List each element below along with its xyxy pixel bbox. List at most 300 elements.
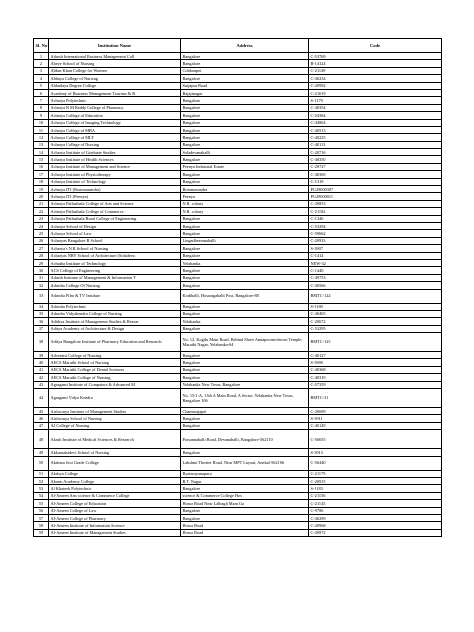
table-row <box>34 500 442 507</box>
cell-address: Bangalore <box>181 507 309 514</box>
cell-institution-name: Abhudaya Degree College <box>49 82 181 89</box>
cell-institution-name: Acharya's N.R.School of Nursing <box>49 245 181 252</box>
table-row <box>34 374 442 381</box>
cell-address: Cobbonpet <box>181 67 309 74</box>
table-row <box>34 381 442 388</box>
table-row <box>34 289 442 303</box>
cell-institution-name: AJ College of Nursing <box>49 422 181 429</box>
cell-code: C-53294 <box>309 222 442 229</box>
table-row <box>34 237 442 244</box>
cell-institution-name: Acharya School of Design <box>49 222 181 229</box>
cell-code: C-56655 <box>309 430 442 449</box>
cell-sl-no: 32 <box>34 282 49 289</box>
cell-code: C-9786 <box>309 507 442 514</box>
table-row <box>34 222 442 229</box>
cell-address: Byatarayanapura <box>181 470 309 477</box>
table-row <box>34 485 442 492</box>
cell-sl-no: 49 <box>34 449 49 456</box>
cell-sl-no: 24 <box>34 222 49 229</box>
cell-code: S-1179 <box>309 97 442 104</box>
cell-address: Bangalore <box>181 112 309 119</box>
cell-institution-name: Adithya Institute of Management Studies & Resear <box>49 318 181 325</box>
cell-sl-no: 15 <box>34 156 49 163</box>
cell-code: C-53769 <box>309 53 442 60</box>
cell-code: C-56440 <box>309 456 442 470</box>
table-row <box>34 333 442 352</box>
cell-address: Soladevanahalli <box>181 149 309 156</box>
cell-institution-name: Acharya B M Reddy College of Pharmacy <box>49 104 181 111</box>
cell-code: C-40299 <box>309 514 442 521</box>
cell-sl-no: 9 <box>34 112 49 119</box>
cell-sl-no: 14 <box>34 149 49 156</box>
table-row <box>34 366 442 373</box>
cell-sl-no: 8 <box>34 104 49 111</box>
table-row <box>34 415 442 422</box>
cell-institution-name: Al-Ameen Arts science & Commerce College <box>49 492 181 499</box>
cell-institution-name: Adarsh International Business Management Coll <box>49 53 181 60</box>
table-row <box>34 230 442 237</box>
table-row <box>34 303 442 310</box>
cell-sl-no: 25 <box>34 230 49 237</box>
cell-institution-name: Acharya Pathashala College of Commerce <box>49 208 181 215</box>
cell-code: C-44864 <box>309 119 442 126</box>
cell-address: Hosur Road Near Lalbagh Main Ga <box>181 500 309 507</box>
cell-address: Bangalore <box>181 359 309 366</box>
cell-sl-no: 58 <box>34 522 49 529</box>
table-row <box>34 389 442 408</box>
cell-sl-no: 52 <box>34 477 49 484</box>
cell-address: Bangalore <box>181 415 309 422</box>
cell-address: Bangalore <box>181 310 309 317</box>
cell-address: Bangalore <box>181 134 309 141</box>
cell-institution-name: Acharyas NRV School of Architecture (Soladeva <box>49 252 181 259</box>
cell-sl-no: 59 <box>34 529 49 536</box>
header-sl-no: Sl. No <box>34 39 49 53</box>
cell-code: PU29000307 <box>309 186 442 193</box>
cell-address: Bangalore <box>181 274 309 281</box>
cell-sl-no: 16 <box>34 163 49 170</box>
table-row <box>34 75 442 82</box>
cell-address: Bangalore <box>181 119 309 126</box>
header-code: Code <box>309 39 442 53</box>
table-row <box>34 408 442 415</box>
cell-code: C-59662 <box>309 230 442 237</box>
cell-institution-name: Acharya Polytechnic <box>49 97 181 104</box>
table-row <box>34 186 442 193</box>
cell-institution-name: Acharya Pathashala College of Arts and Science <box>49 200 181 207</box>
table-row <box>34 178 442 185</box>
cell-code: B-14124 <box>309 60 442 67</box>
cell-code: C-40369 <box>309 171 442 178</box>
cell-code: BMTC-122 <box>309 289 442 303</box>
table-row <box>34 200 442 207</box>
cell-sl-no: 19 <box>34 186 49 193</box>
cell-code: C-20727 <box>309 163 442 170</box>
cell-address: Bangalore <box>181 156 309 163</box>
cell-institution-name: Acharya Pathashala Rural College of Engineering <box>49 215 181 222</box>
cell-institution-name: Acharya College of Education <box>49 112 181 119</box>
cell-code: BMTC-31 <box>309 389 442 408</box>
cell-code: C-49753 <box>309 274 442 281</box>
table-row <box>34 252 442 259</box>
table-row <box>34 134 442 141</box>
cell-address: Yelahanka New Town, Bangalore <box>181 381 309 388</box>
cell-code: C-40566 <box>309 282 442 289</box>
cell-institution-name: ACS College of Engineering <box>49 267 181 274</box>
cell-institution-name: Acharya College of MLT <box>49 134 181 141</box>
cell-institution-name: Al-Ameen Institute of Management Studies <box>49 529 181 536</box>
cell-address: Bangalore <box>181 366 309 373</box>
table-row <box>34 325 442 332</box>
cell-code: C-20972 <box>309 529 442 536</box>
cell-address: Bangalore <box>181 252 309 259</box>
table-row <box>34 430 442 449</box>
table-row <box>34 274 442 281</box>
cell-address: Bangalore <box>181 171 309 178</box>
cell-institution-name: Abhaya College of Nursing <box>49 75 181 82</box>
cell-code: C-21182 <box>309 208 442 215</box>
table-row <box>34 456 442 470</box>
table-row <box>34 267 442 274</box>
table-row <box>34 67 442 74</box>
cell-sl-no: 53 <box>34 485 49 492</box>
cell-address: Peenya Industrial Estate <box>181 163 309 170</box>
cell-sl-no: 54 <box>34 492 49 499</box>
cell-code: C-40127 <box>309 352 442 359</box>
cell-address: Bommasandra <box>181 186 309 193</box>
cell-sl-no: 42 <box>34 374 49 381</box>
cell-sl-no: 30 <box>34 267 49 274</box>
cell-institution-name: Acharya College of Nursing <box>49 141 181 148</box>
cell-sl-no: 34 <box>34 303 49 310</box>
cell-institution-name: Acharya Institute of Graduate Studies <box>49 149 181 156</box>
cell-code: BMTC-125 <box>309 333 442 352</box>
cell-institution-name: Acharya College of Imaging Technology <box>49 119 181 126</box>
cell-sl-no: 20 <box>34 193 49 200</box>
cell-sl-no: 18 <box>34 178 49 185</box>
cell-sl-no: 26 <box>34 237 49 244</box>
cell-institution-name: Adarsha Vidyakendra College of Nursing <box>49 310 181 317</box>
cell-sl-no: 37 <box>34 325 49 332</box>
cell-code: C-1440 <box>309 267 442 274</box>
cell-institution-name: Acharya Institute of Health Sciences <box>49 156 181 163</box>
cell-address: Bangalore <box>181 75 309 82</box>
cell-institution-name: Aditya Bangalore Institute of Pharmacy Education and Research <box>49 333 181 352</box>
cell-institution-name: Agragami Institute of Computers & Advanced M <box>49 381 181 388</box>
cell-address: Bangalore <box>181 222 309 229</box>
cell-sl-no: 51 <box>34 470 49 477</box>
cell-sl-no: 13 <box>34 141 49 148</box>
cell-address: Rajajinagar <box>181 89 309 96</box>
cell-address: Bangalore <box>181 485 309 492</box>
cell-address: No. 12, Kogilu Main Road, Behind Shree Annapoorneshwari Temple, Maruthi Nagar, Yelahanka-64 <box>181 333 309 352</box>
cell-sl-no: 45 <box>34 408 49 415</box>
cell-address: Sarjapur Road <box>181 82 309 89</box>
table-row <box>34 477 442 484</box>
cell-sl-no: 23 <box>34 215 49 222</box>
table-row <box>34 318 442 325</box>
cell-address: Bangalore <box>181 374 309 381</box>
table-row <box>34 310 442 317</box>
cell-address: Prasannahalli Road, Devanahalli, Bangalore-562110 <box>181 430 309 449</box>
cell-code: NEW-32 <box>309 259 442 266</box>
cell-code: C-21156 <box>309 492 442 499</box>
cell-address: science & Commerce College Hos <box>181 492 309 499</box>
cell-institution-name: Akshara first Grade College <box>49 456 181 470</box>
cell-sl-no: 40 <box>34 359 49 366</box>
cell-institution-name: Achutha Institute of Technology <box>49 259 181 266</box>
cell-code: S-3900 <box>309 359 442 366</box>
cell-sl-no: 50 <box>34 456 49 470</box>
table-row <box>34 126 442 133</box>
cell-institution-name: Al-Ameen College of Education <box>49 500 181 507</box>
table-row <box>34 97 442 104</box>
cell-code: C-21149 <box>309 67 442 74</box>
cell-code: C-40113 <box>309 141 442 148</box>
cell-sl-no: 4 <box>34 75 49 82</box>
cell-institution-name: Akshya College <box>49 470 181 477</box>
cell-address: R.T. Nagar <box>181 477 309 484</box>
table-row <box>34 522 442 529</box>
cell-address: Bangalore <box>181 514 309 521</box>
cell-code: C-20933 <box>309 237 442 244</box>
cell-sl-no: 29 <box>34 259 49 266</box>
cell-sl-no: 43 <box>34 381 49 388</box>
table-row <box>34 259 442 266</box>
cell-institution-name: Acharya Institute of Management and Science <box>49 163 181 170</box>
cell-sl-no: 21 <box>34 200 49 207</box>
cell-address: Bangalore <box>181 352 309 359</box>
table-row <box>34 359 442 366</box>
cell-address: Bangalore <box>181 60 309 67</box>
cell-sl-no: 55 <box>34 500 49 507</box>
cell-sl-no: 56 <box>34 507 49 514</box>
cell-sl-no: 17 <box>34 171 49 178</box>
cell-code: C-21179 <box>309 470 442 477</box>
table-row <box>34 193 442 200</box>
cell-sl-no: 2 <box>34 60 49 67</box>
cell-address: Yelahanka <box>181 259 309 266</box>
cell-code: C-40368 <box>309 366 442 373</box>
cell-code: S-1180 <box>309 303 442 310</box>
table-row <box>34 215 442 222</box>
cell-institution-name: Aditya Academy of Architecture & Design <box>49 325 181 332</box>
cell-sl-no: 10 <box>34 119 49 126</box>
cell-sl-no: 6 <box>34 89 49 96</box>
table-row <box>34 156 442 163</box>
table-row <box>34 82 442 89</box>
table-row <box>34 282 442 289</box>
cell-address: Bangalore <box>181 178 309 185</box>
cell-institution-name: Acharya Institute of Technology <box>49 178 181 185</box>
cell-sl-no: 3 <box>34 67 49 74</box>
table-row <box>34 422 442 429</box>
cell-address: Kodihalli, Hosaragahalli Post, Bangalore-88 <box>181 289 309 303</box>
cell-sl-no: 48 <box>34 430 49 449</box>
cell-address: Bangalore <box>181 449 309 456</box>
cell-address: Bangalore <box>181 230 309 237</box>
cell-code: C-40149 <box>309 422 442 429</box>
header-row <box>34 39 442 53</box>
cell-code: C-54384 <box>309 112 442 119</box>
cell-institution-name: Adarsha Polytechnic <box>49 303 181 310</box>
cell-address: Chamarajapet <box>181 408 309 415</box>
cell-code: C-40354 <box>309 104 442 111</box>
table-row <box>34 245 442 252</box>
header-institution-name: Institution Name <box>49 39 181 53</box>
cell-code: C-1414 <box>309 252 442 259</box>
cell-address: Bangalore <box>181 104 309 111</box>
cell-address: Peenya <box>181 193 309 200</box>
cell-code: PU29000011 <box>309 193 442 200</box>
cell-sl-no: 28 <box>34 252 49 259</box>
cell-sl-no: 47 <box>34 422 49 429</box>
cell-institution-name: Acharya ITI (Peenya) <box>49 193 181 200</box>
cell-address: Lingadheeranahalli <box>181 237 309 244</box>
cell-code: C-20992 <box>309 82 442 89</box>
cell-institution-name: AECS Maruthi College of Dental Sciences <box>49 366 181 373</box>
cell-address: Hosur Road <box>181 522 309 529</box>
cell-code: C-40225 <box>309 134 442 141</box>
cell-institution-name: AECS Maruthi College of Nursing <box>49 374 181 381</box>
cell-sl-no: 44 <box>34 389 49 408</box>
cell-institution-name: Aishwarya School of Nursing <box>49 415 181 422</box>
table-row <box>34 141 442 148</box>
cell-institution-name: Acharya ITI (Bommasandra) <box>49 186 181 193</box>
table-row <box>34 492 442 499</box>
cell-address: Bangalore <box>181 282 309 289</box>
table-row <box>34 171 442 178</box>
table-row <box>34 352 442 359</box>
cell-institution-name: Al-Ameen College of Law <box>49 507 181 514</box>
cell-address: Hosur Road <box>181 529 309 536</box>
cell-sl-no: 41 <box>34 366 49 373</box>
cell-institution-name: Al-Ameen Institute of Information Science <box>49 522 181 529</box>
table-row <box>34 149 442 156</box>
cell-code: C-40234 <box>309 75 442 82</box>
table-row <box>34 53 442 60</box>
cell-institution-name: Acharya College of MBA <box>49 126 181 133</box>
cell-code: C-20968 <box>309 522 442 529</box>
cell-sl-no: 38 <box>34 333 49 352</box>
cell-sl-no: 5 <box>34 82 49 89</box>
cell-institution-name: Acharya School of Law <box>49 230 181 237</box>
cell-address: Bangalore <box>181 126 309 133</box>
cell-sl-no: 12 <box>34 134 49 141</box>
cell-code: C-1346 <box>309 215 442 222</box>
cell-code: S-1183 <box>309 485 442 492</box>
cell-code: C-20699 <box>309 408 442 415</box>
table-row <box>34 449 442 456</box>
cell-institution-name: Acharyas Bangalore B School <box>49 237 181 244</box>
cell-sl-no: 7 <box>34 97 49 104</box>
cell-code: C-57359 <box>309 381 442 388</box>
cell-code: C-20853 <box>309 200 442 207</box>
cell-institution-name: Akram Academy College <box>49 477 181 484</box>
cell-address: Yelahanka <box>181 318 309 325</box>
cell-sl-no: 1 <box>34 53 49 60</box>
cell-code: C-53295 <box>309 325 442 332</box>
cell-institution-name: Al-Ameen College of Pharmacy <box>49 514 181 521</box>
cell-sl-no: 39 <box>34 352 49 359</box>
cell-address: Lakshmi Theater Road, Near MPT Layout, Anekal-562106 <box>181 456 309 470</box>
cell-code: C-40350 <box>309 156 442 163</box>
cell-address: N.R. colony <box>181 200 309 207</box>
cell-code: C-21143 <box>309 500 442 507</box>
cell-institution-name: Acharya Institute of Physiotherapy <box>49 171 181 178</box>
cell-address: Bangalore <box>181 267 309 274</box>
cell-institution-name: Adarsh Institute of Management & Information T <box>49 274 181 281</box>
table-row <box>34 60 442 67</box>
table-row <box>34 89 442 96</box>
table-row <box>34 112 442 119</box>
cell-institution-name: Abbas Khan College for Women <box>49 67 181 74</box>
cell-code: C-40513 <box>309 126 442 133</box>
table-row <box>34 514 442 521</box>
table-row <box>34 104 442 111</box>
cell-institution-name: Al Khateeb Polytechnic <box>49 485 181 492</box>
cell-institution-name: AECS Maruthi School of Nursing <box>49 359 181 366</box>
cell-sl-no: 31 <box>34 274 49 281</box>
table-row <box>34 470 442 477</box>
cell-institution-name: Academy of Business Management Tourism & R <box>49 89 181 96</box>
cell-institution-name: Adarsha Film & TV Institute <box>49 289 181 303</box>
cell-sl-no: 36 <box>34 318 49 325</box>
cell-institution-name: Aishwarya Institute of Management Studies <box>49 408 181 415</box>
header-address: Address <box>181 39 309 53</box>
cell-address: Bangalore <box>181 245 309 252</box>
cell-address: Bangalore <box>181 53 309 60</box>
cell-code: C-40319 <box>309 374 442 381</box>
cell-sl-no: 11 <box>34 126 49 133</box>
cell-code: C-20716 <box>309 149 442 156</box>
institution-table <box>33 38 442 537</box>
cell-code: S-3907 <box>309 245 442 252</box>
cell-address: Bangalore <box>181 141 309 148</box>
cell-address: No. 15/1-A, 13th A Main Road, A Sector, Yelahanka New Town, Bangalore 106 <box>181 389 309 408</box>
cell-address: Bangalore <box>181 215 309 222</box>
cell-code: S-3913 <box>309 449 442 456</box>
cell-institution-name: Adarsha College Of Nursing <box>49 282 181 289</box>
cell-institution-name: Agragami Vidya Kendra <box>49 389 181 408</box>
table-row <box>34 208 442 215</box>
cell-code: S-3911 <box>309 415 442 422</box>
cell-institution-name: Akash Institute of Medical Sciences & Research <box>49 430 181 449</box>
cell-code: C-20672 <box>309 318 442 325</box>
cell-sl-no: 22 <box>34 208 49 215</box>
cell-code: C-40465 <box>309 310 442 317</box>
cell-code: C-21019 <box>309 89 442 96</box>
cell-institution-name: Akkamahadevi School of Nursing <box>49 449 181 456</box>
cell-address: Bangalore <box>181 325 309 332</box>
table-row <box>34 119 442 126</box>
cell-institution-name: Abeye School of Nursing <box>49 60 181 67</box>
cell-institution-name: Adventist College of Nursing <box>49 352 181 359</box>
cell-sl-no: 33 <box>34 289 49 303</box>
cell-sl-no: 35 <box>34 310 49 317</box>
table-row <box>34 163 442 170</box>
cell-address: Bangalore <box>181 422 309 429</box>
table-row <box>34 507 442 514</box>
cell-sl-no: 27 <box>34 245 49 252</box>
cell-address: Bangalore <box>181 97 309 104</box>
cell-address: Bangalore <box>181 303 309 310</box>
table-row <box>34 529 442 536</box>
cell-sl-no: 57 <box>34 514 49 521</box>
cell-code: C-20915 <box>309 477 442 484</box>
cell-sl-no: 46 <box>34 415 49 422</box>
cell-address: N.R. colony <box>181 208 309 215</box>
